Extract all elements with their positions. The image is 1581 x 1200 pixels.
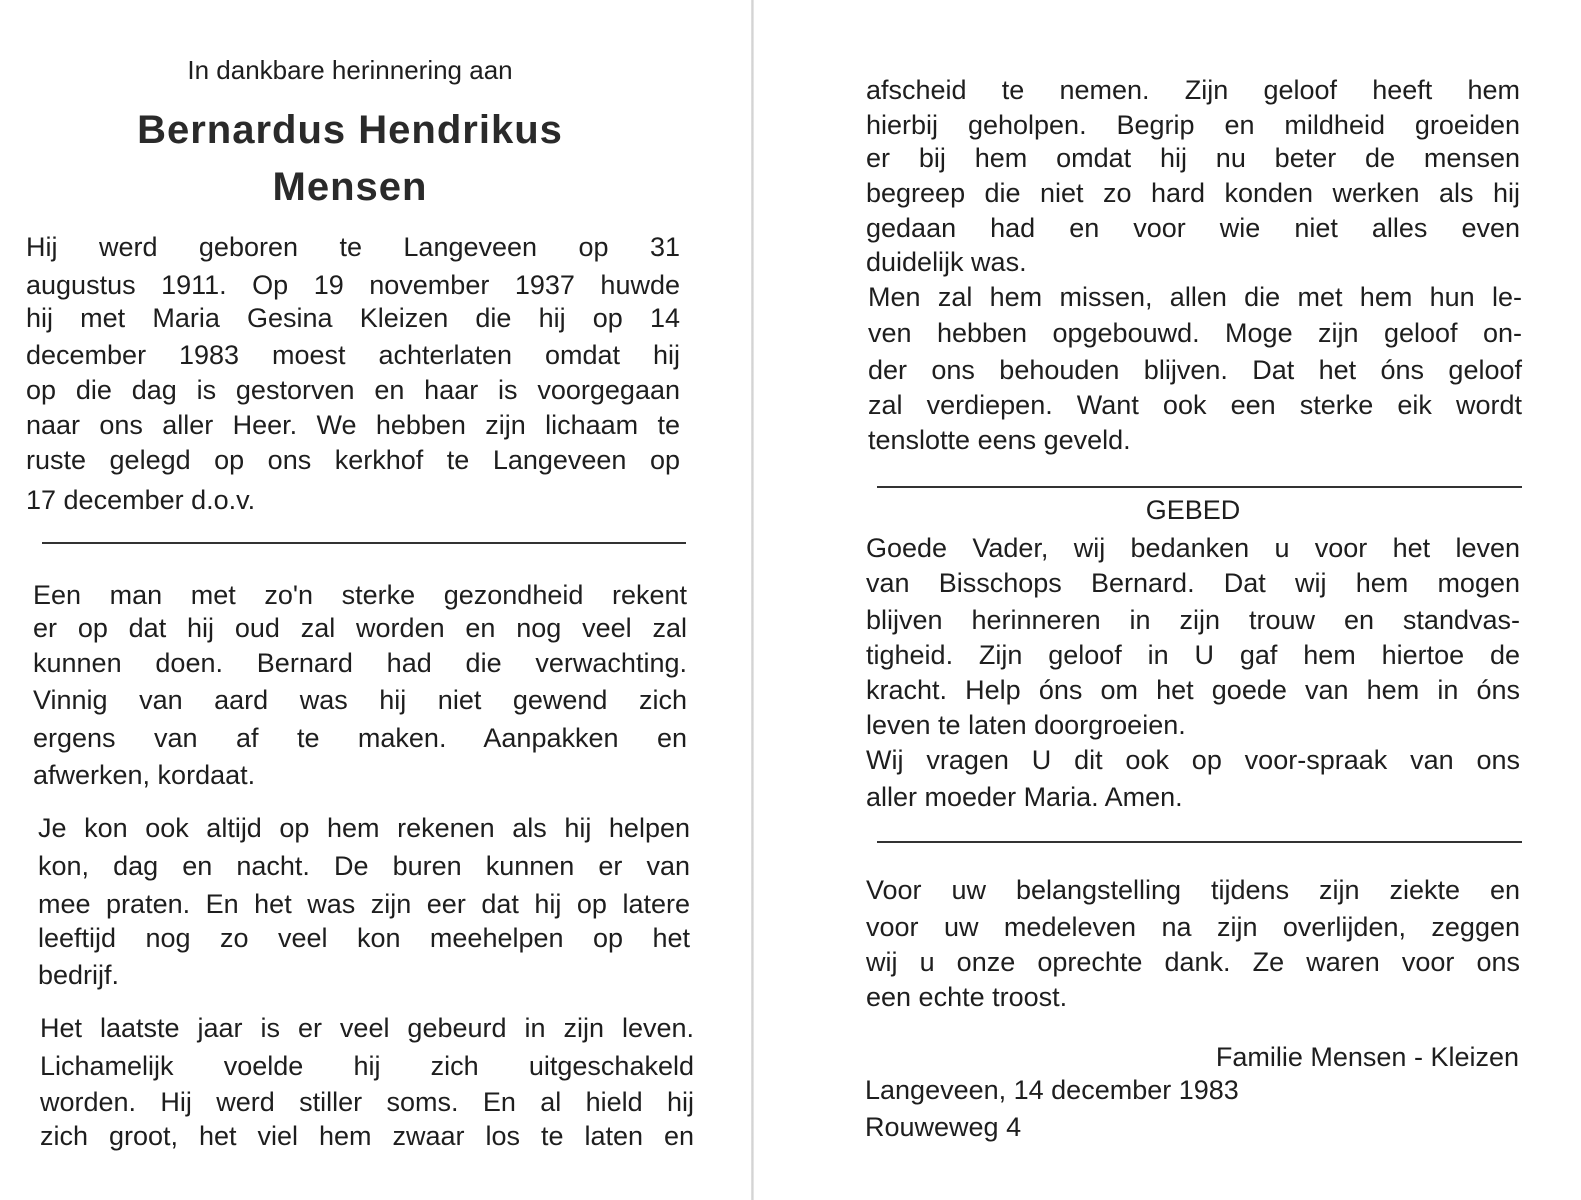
faith-line: er bij hem omdat hij nu beter de mensen [866, 143, 1520, 173]
character-line: ergens van af te maken. Aanpakken en [33, 723, 687, 753]
thanks-line: voor uw medeleven na zijn overlijden, zeggen [866, 912, 1520, 942]
helpfulness-line: bedrijf. [38, 960, 120, 990]
prayer-line: kracht. Help óns om het goede van hem in óns [866, 675, 1520, 705]
character-line: Een man met zo'n sterke gezondheid rekent [33, 580, 687, 610]
faith-line: afscheid te nemen. Zijn geloof heeft hem [866, 75, 1520, 105]
biography-line: ruste gelegd op ons kerkhof te Langeveen op [26, 445, 680, 475]
place-date: Langeveen, 14 december 1983 [865, 1075, 1239, 1105]
thanks-line: Voor uw belangstelling tijdens zijn ziekte en [866, 875, 1520, 905]
last-year-line: Het laatste jaar is er veel gebeurd in zijn leven. [40, 1013, 694, 1043]
character-line: er op dat hij oud zal worden en nog veel zal [33, 613, 687, 643]
helpfulness-line: Je kon ook altijd op hem rekenen als hij helpen [38, 813, 690, 843]
faith-line: gedaan had en voor wie niet alles even [866, 213, 1520, 243]
biography-line: 17 december d.o.v. [26, 485, 256, 515]
remembrance-line: Men zal hem missen, allen die met hem hun le- [868, 282, 1522, 312]
prayer-line: Wij vragen U dit ook op voor-spraak van ons [866, 745, 1520, 775]
prayer-line: van Bisschops Bernard. Dat wij hem mogen [866, 568, 1520, 598]
card-fold [751, 0, 754, 1200]
faith-line: begreep die niet zo hard konden werken als hij [866, 178, 1520, 208]
character-line: Vinnig van aard was hij niet gewend zich [33, 685, 687, 715]
prayer-line: tigheid. Zijn geloof in U gaf hem hiertoe de [866, 640, 1520, 670]
prayer-line: aller moeder Maria. Amen. [866, 782, 1183, 812]
prayer-title: GEBED [1145, 495, 1241, 525]
remembrance-line: ven hebben opgebouwd. Moge zijn geloof on- [868, 318, 1522, 348]
last-year-line: Lichamelijk voelde hij zich uitgeschakeld [40, 1051, 694, 1081]
faith-line: duidelijk was. [866, 247, 1027, 277]
prayer-line: leven te laten doorgroeien. [866, 710, 1186, 740]
last-year-line: zich groot, het viel hem zwaar los te laten en [40, 1121, 694, 1151]
divider [877, 486, 1522, 488]
helpfulness-line: mee praten. En het was zijn eer dat hij op latere [38, 889, 690, 919]
biography-line: Hij werd geboren te Langeveen op 31 [26, 232, 680, 262]
divider [42, 542, 686, 544]
signature: Familie Mensen - Kleizen [1215, 1042, 1519, 1072]
thanks-line: wij u onze oprechte dank. Ze waren voor ons [866, 947, 1520, 977]
biography-line: naar ons aller Heer. We hebben zijn lichaam te [26, 410, 680, 440]
thanks-line: een echte troost. [866, 982, 1068, 1012]
intro-text: In dankbare herinnering aan [187, 55, 513, 85]
biography-line: op die dag is gestorven en haar is voorgegaan [26, 375, 680, 405]
biography-line: augustus 1911. Op 19 november 1937 huwde [26, 270, 680, 300]
prayer-line: blijven herinneren in zijn trouw en standvas- [866, 605, 1520, 635]
biography-line: hij met Maria Gesina Kleizen die hij op 14 [26, 303, 680, 333]
deceased-name-last: Mensen [272, 165, 428, 209]
helpfulness-line: leeftijd nog zo veel kon meehelpen op het [38, 923, 690, 953]
faith-line: hierbij geholpen. Begrip en mildheid groeiden [866, 110, 1520, 140]
remembrance-line: der ons behouden blijven. Dat het óns geloof [868, 355, 1522, 385]
divider [877, 841, 1522, 843]
last-year-line: worden. Hij werd stiller soms. En al hield hij [40, 1087, 694, 1117]
character-line: afwerken, kordaat. [33, 760, 256, 790]
character-line: kunnen doen. Bernard had die verwachting. [33, 648, 687, 678]
deceased-name-first: Bernardus Hendrikus [137, 108, 563, 152]
address: Rouweweg 4 [865, 1112, 1022, 1142]
prayer-line: Goede Vader, wij bedanken u voor het leven [866, 533, 1520, 563]
helpfulness-line: kon, dag en nacht. De buren kunnen er van [38, 851, 690, 881]
remembrance-line: zal verdiepen. Want ook een sterke eik wordt [868, 390, 1522, 420]
remembrance-line: tenslotte eens geveld. [868, 425, 1131, 455]
biography-line: december 1983 moest achterlaten omdat hij [26, 340, 680, 370]
